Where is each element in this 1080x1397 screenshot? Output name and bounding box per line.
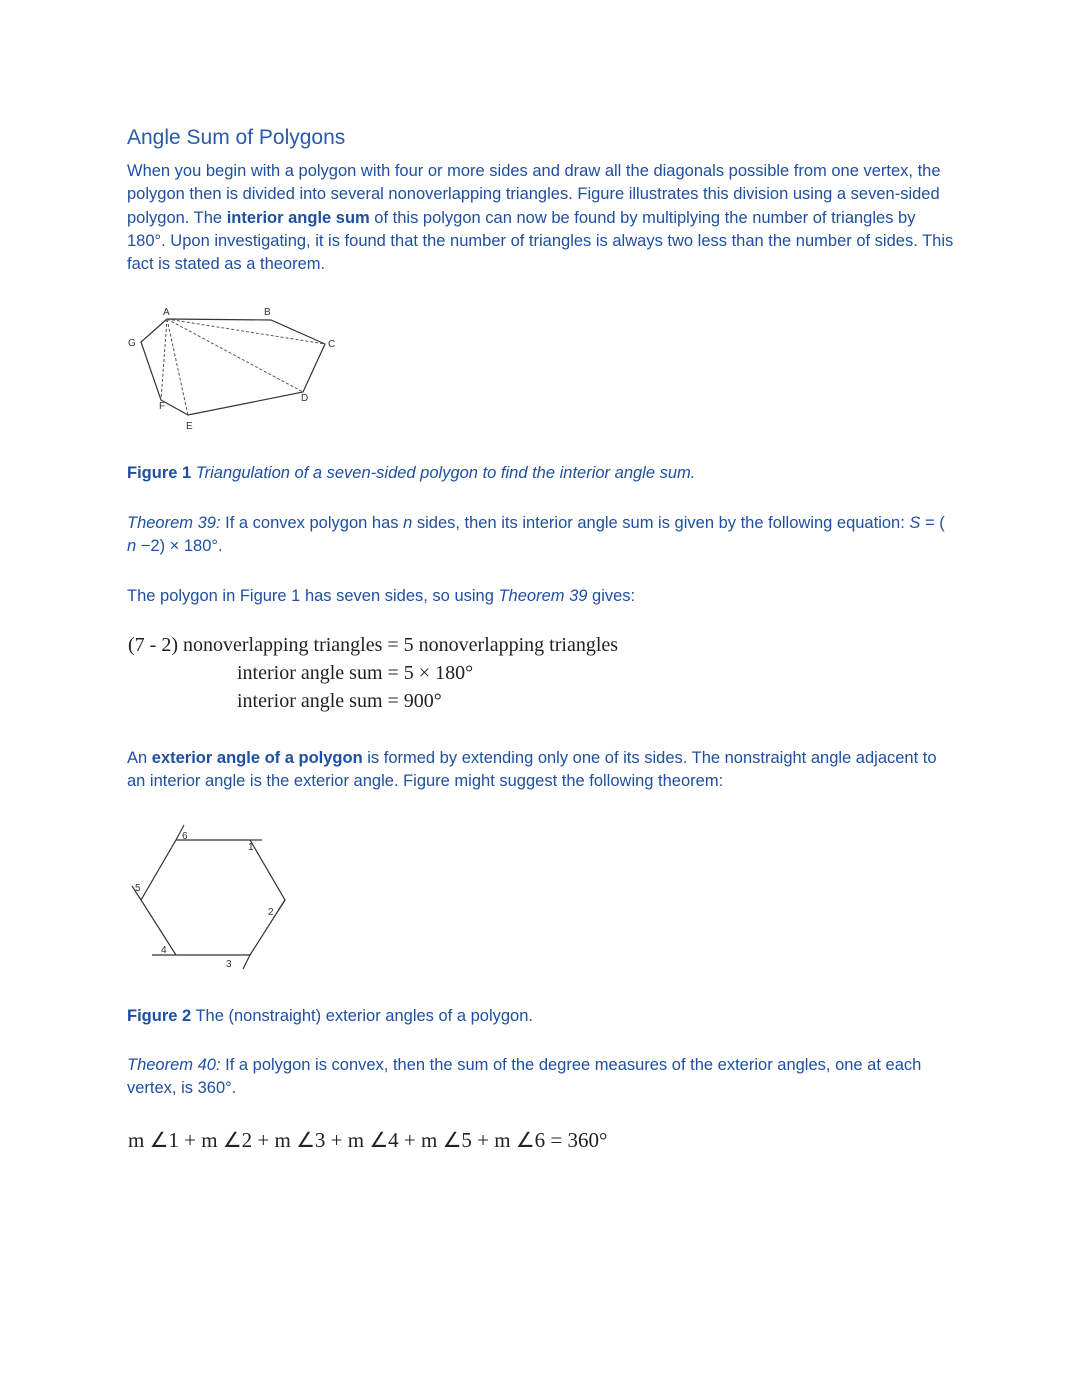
figure-2-caption-text: The (nonstraight) exterior angles of a polygon. [191,1007,533,1025]
figure-1-caption-text: Triangulation of a seven-sided polygon to find the interior angle sum. [191,464,696,482]
math-line-2: interior angle sum = 5 × 180° [237,662,474,684]
angle-label-6: 6 [182,831,188,842]
hexagon-outline [141,840,285,955]
theorem-40-text: If a polygon is convex, then the sum of the degree measures of the exterior angles, one at each vertex, is 360°. [127,1056,922,1098]
angle-label-1: 1 [248,842,254,853]
vertex-label-a: A [163,307,170,318]
theorem-39-formula-end: −2) × 180°. [136,537,223,556]
theorem-39-formula-eq: = ( [920,514,945,532]
figure-1-heptagon [120,300,360,440]
intro-text-2: of this polygon can now be found by multiplying the number of triangles by 180°. Upon investigating, it is found that the number of triangles is always two less than the number of sides. This fact is stated as a theorem. [127,208,954,274]
figure-2-hexagon [120,815,295,975]
diagonal-a-f [161,319,167,400]
theorem-39-name: Theorem 39: [127,514,221,532]
intro-text-1: When you begin with a polygon with four or more sides and draw all the diagonals possible from one vertex, the polygon then is divided into several nonoverlapping triangles. Figure illustrates this division using a seven-sided polygon. The [127,162,941,227]
extension-2 [278,900,285,911]
diagonal-a-d [167,319,303,392]
exterior-angle-sum-equation: m ∠1 + m ∠2 + m ∠3 + m ∠4 + m ∠5 + m ∠6 = 360° [128,1128,608,1152]
angle-label-2: 2 [268,907,274,918]
exterior-angle-term: exterior angle of a polygon [151,749,363,767]
vertex-label-e: E [186,421,193,432]
math-line-1: (7 - 2) nonoverlapping triangles = 5 nonoverlapping triangles [128,634,619,656]
math-line-3: interior angle sum = 900° [237,690,442,712]
theorem-39-n: n [403,514,413,532]
figure-2-caption [127,1005,957,1028]
vertex-label-g: G [128,338,136,349]
polygon-application-ref: Theorem 39 [498,587,588,605]
polygon-application-text-2: gives: [587,587,636,605]
exterior-angle-paragraph [127,747,957,794]
theorem-39 [127,512,957,559]
theorem-39-text-2: sides, then its interior angle sum is given by the following equation: [412,514,910,532]
polygon-application-text-1: The polygon in Figure 1 has seven sides, so using [127,587,499,605]
angle-label-3: 3 [226,959,232,970]
vertex-label-d: D [301,393,309,404]
figure-1-caption [127,462,957,485]
exterior-text-2: is formed by extending only one of its sides. The nonstraight angle adjacent to an interior angle is the exterior angle. Figure might suggest the following theorem: [127,749,937,791]
angle-label-4: 4 [161,945,167,956]
theorem-39-formula-s: S [909,514,921,532]
vertex-label-c: C [328,339,336,350]
intro-paragraph [127,160,957,276]
theorem-40 [127,1054,957,1101]
vertex-label-f: F [159,401,166,412]
interior-angle-sum-term: interior angle sum [226,208,370,227]
heptagon-outline [141,319,325,415]
theorem-39-formula-n: n [127,537,137,556]
exterior-text-1: An [127,749,152,767]
angle-label-5: 5 [135,883,141,894]
theorem-39-text-1: If a convex polygon has [220,514,404,532]
diagonal-a-e [167,319,188,415]
figure-2-caption-label: Figure 2 [127,1007,192,1025]
polygon-application [127,585,957,608]
vertex-label-b: B [264,307,271,318]
extension-3 [243,955,250,969]
theorem-40-name: Theorem 40: [127,1056,221,1074]
figure-1-caption-label: Figure 1 [127,464,192,482]
page-title: Angle Sum of Polygons [127,126,346,149]
